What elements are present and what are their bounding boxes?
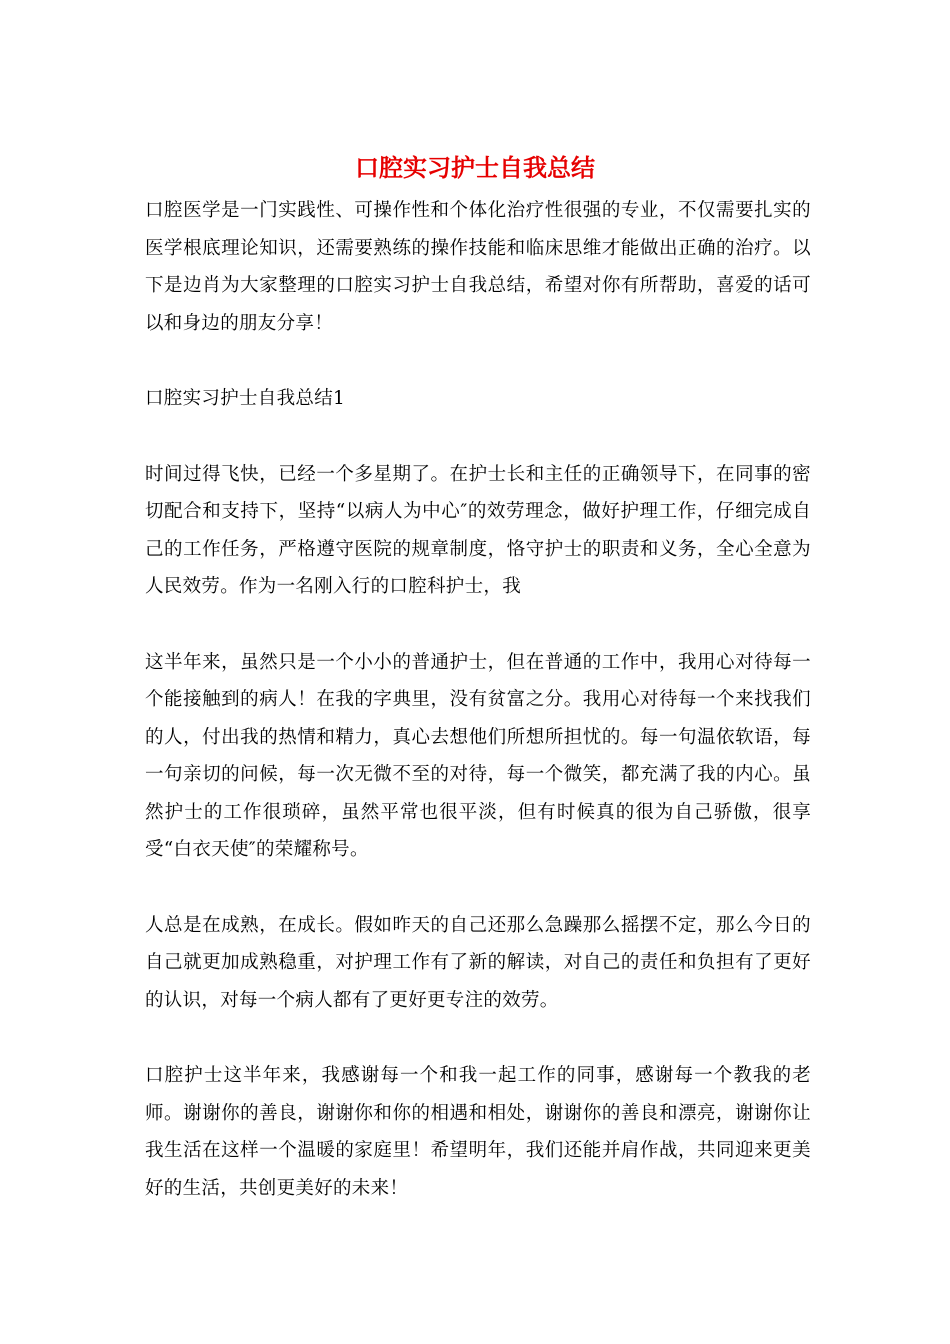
paragraph: 口腔护士这半年来，我感谢每一个和我一起工作的同事，感谢每一个教我的老师。谢谢你的善良，谢谢你和你的相遇和相处，谢谢你的善良和漂亮，谢谢你让我生活在这样一个温暖的家庭里！希望明年，我们还能并肩作战，共同迎来更美好的生活，共创更美好的未来！ xyxy=(145,1065,811,1199)
paragraph: 时间过得飞快，已经一个多星期了。在护士长和主任的正确领导下，在同事的密切配合和支持下，坚持“以病人为中心″的效劳理念，做好护理工作，仔细完成自己的工作任务，严格遵守医院的规章制度，恪守护士的职责和义务，全心全意为人民效劳。作为一名刚入行的口腔科护士，我 xyxy=(145,463,811,597)
paragraph-intro: 口腔医学是一门实践性、可操作性和个体化治疗性很强的专业，不仅需要扎实的医学根底理论知识，还需要熟练的操作技能和临床思维才能做出正确的治疗。以下是边肖为大家整理的口腔实习护士自我总结，希望对你有所帮助，喜爱的话可以和身边的朋友分享！ xyxy=(145,200,811,334)
paragraph: 人总是在成熟，在成长。假如昨天的自己还那么急躁那么摇摆不定，那么今日的自己就更加成熟稳重，对护理工作有了新的解读，对自己的责任和负担有了更好的认识，对每一个病人都有了更好更专注的效劳。 xyxy=(145,914,811,1011)
paragraph: 这半年来，虽然只是一个小小的普通护士，但在普通的工作中，我用心对待每一个能接触到的病人！在我的字典里，没有贫富之分。我用心对待每一个来找我们的人，付出我的热情和精力，真心去想他们所想所担忧的。每一句温依软语，每一句亲切的问候，每一次无微不至的对待，每一个微笑，都充满了我的内心。虽然护士的工作很琐碎，虽然平常也很平淡，但有时候真的很为自己骄傲，很享受“白衣天使″的荣耀称号。 xyxy=(145,651,811,860)
document-body xyxy=(145,192,811,1245)
section-heading: 口腔实习护士自我总结1 xyxy=(145,388,346,409)
document-title: 口腔实习护士自我总结 xyxy=(355,153,595,182)
